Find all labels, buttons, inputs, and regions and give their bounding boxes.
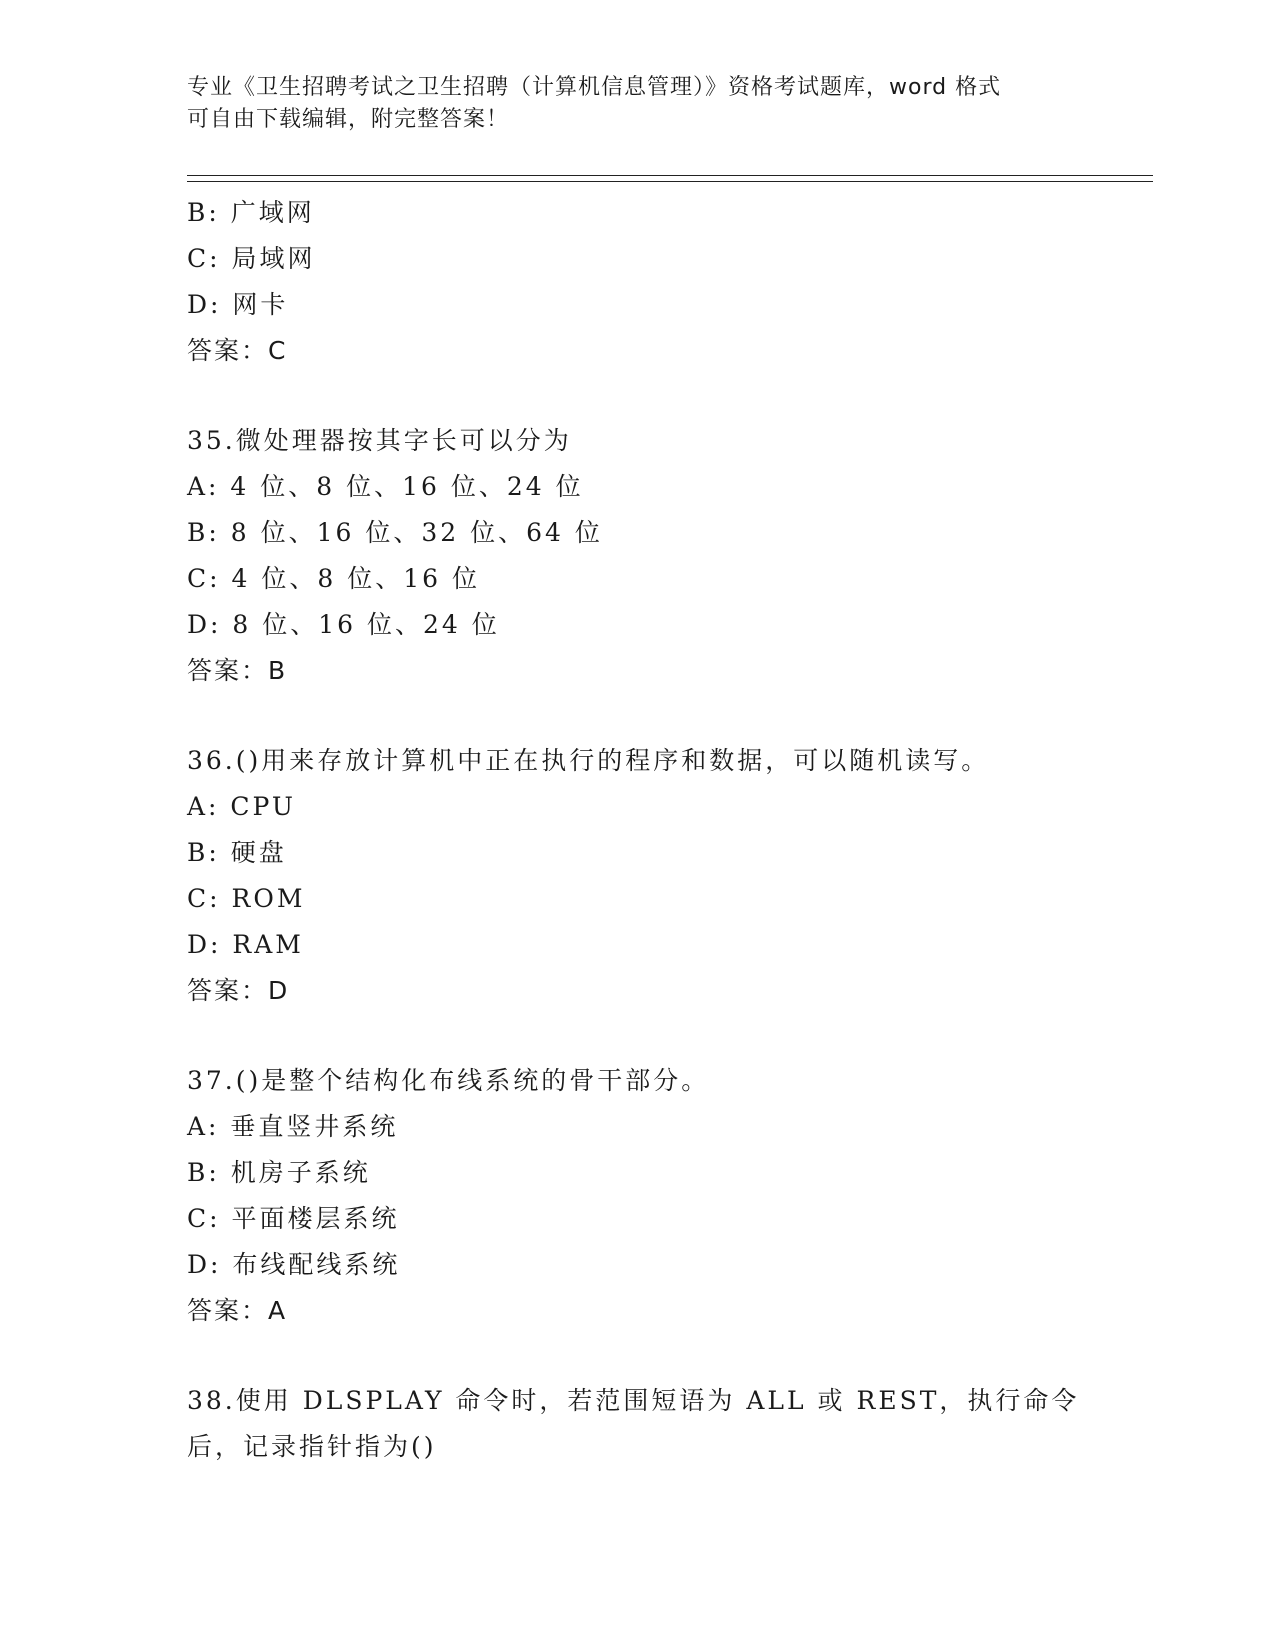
- question-block-35: [187, 418, 1147, 694]
- option-b: B: 硬盘: [187, 838, 287, 867]
- spacer: [187, 374, 1147, 418]
- option-d: D: 网卡: [187, 290, 289, 319]
- answer-text: 答案：B: [187, 656, 288, 685]
- question-stem: 35.微处理器按其字长可以分为: [187, 426, 572, 455]
- option-c: C: 平面楼层系统: [187, 1204, 400, 1233]
- question-block-36: [187, 738, 1147, 1014]
- option-c: C: ROM: [187, 884, 306, 913]
- option-b: B: 机房子系统: [187, 1158, 371, 1187]
- question-block-38: [187, 1378, 1147, 1470]
- option-a: A: 4 位、8 位、16 位、24 位: [187, 472, 584, 501]
- spacer: [187, 1334, 1147, 1378]
- answer-text: 答案：D: [187, 976, 290, 1005]
- option-c: C: 4 位、8 位、16 位: [187, 564, 480, 593]
- option-d: D: RAM: [187, 930, 304, 959]
- option-d: D: 布线配线系统: [187, 1250, 401, 1279]
- option-a: A: 垂直竖井系统: [187, 1112, 399, 1141]
- question-stem: 38.使用 DLSPLAY 命令时，若范围短语为 ALL 或 REST，执行命令后，记录指针指为(): [187, 1386, 1080, 1461]
- header-divider-top: [187, 175, 1153, 176]
- header-divider-bottom: [187, 181, 1153, 182]
- option-a: A: CPU: [187, 792, 297, 821]
- option-d: D: 8 位、16 位、24 位: [187, 610, 500, 639]
- document-header: [187, 72, 1067, 136]
- answer-text: 答案：C: [187, 336, 288, 365]
- question-stem: 36.()用来存放计算机中正在执行的程序和数据，可以随机读写。: [187, 746, 990, 775]
- header-line-1: 专业《卫生招聘考试之卫生招聘（计算机信息管理）》资格考试题库，word 格式: [187, 75, 1002, 100]
- option-b: B: 广域网: [187, 198, 315, 227]
- question-list: [187, 190, 1147, 1470]
- header-line-2: 可自由下载编辑，附完整答案！: [187, 107, 510, 132]
- spacer: [187, 694, 1147, 738]
- option-b: B: 8 位、16 位、32 位、64 位: [187, 518, 603, 547]
- option-c: C: 局域网: [187, 244, 316, 273]
- answer-text: 答案：A: [187, 1296, 288, 1325]
- spacer: [187, 1014, 1147, 1058]
- question-block-34: [187, 190, 1147, 374]
- question-stem: 37.()是整个结构化布线系统的骨干部分。: [187, 1066, 710, 1095]
- question-block-37: [187, 1058, 1147, 1334]
